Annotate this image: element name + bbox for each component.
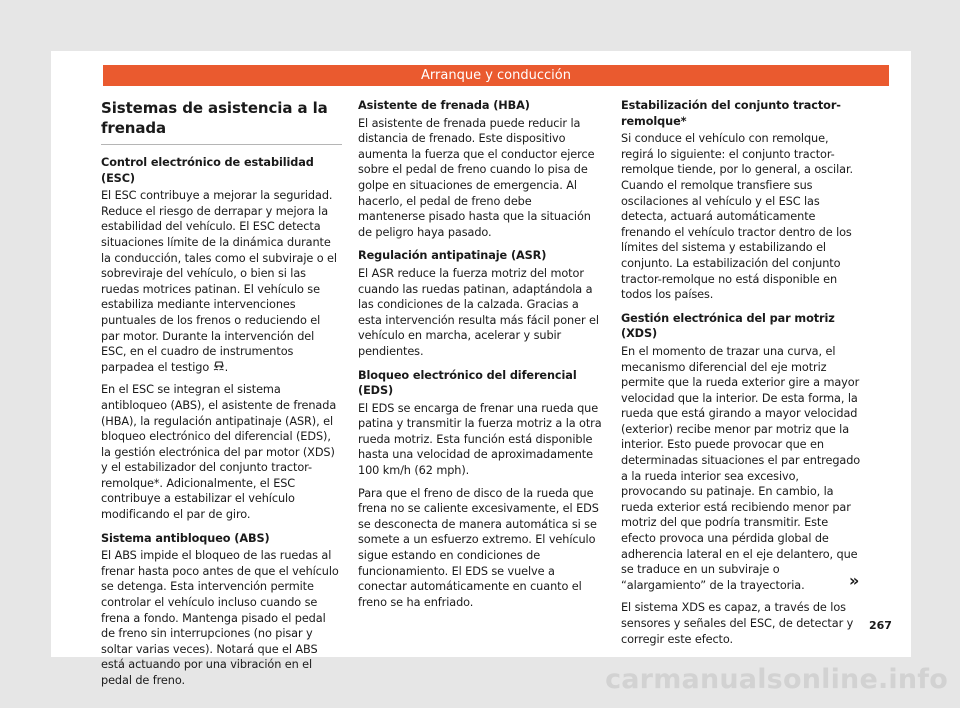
hba-paragraph-1: El asistente de frenada puede reducir la distancia de frenado. Este dispositivo aumenta la fuerza que el conductor ejerce sobre el pedal de freno cuando lo pisa de golpe en situaciones de emergencia. Al hacerlo, el pedal de freno debe mantenerse pisado hasta que la situación de peligro haya pasado. xyxy=(358,116,595,239)
column-right xyxy=(621,98,862,654)
section-title: Sistemas de asistencia a la frenada xyxy=(101,98,342,145)
esc-skid-warning-icon xyxy=(213,361,225,374)
eds-heading: Bloqueo electrónico del diferencial (EDS) xyxy=(358,368,577,398)
hba-heading: Asistente de frenada (HBA) xyxy=(358,99,530,112)
column-left xyxy=(101,98,342,696)
esc-heading: Control electrónico de estabilidad (ESC) xyxy=(101,156,314,185)
esc-paragraph-2: En el ESC se integran el sistema antibloqueo (ABS), el asistente de frenada (HBA), la regulación antipatinaje (ASR), el bloqueo electrónico del diferencial (EDS), la gestión electrónica del par motor (XDS) y el estabilizador del conjunto tractor-remolque*. Adicionalmente, el ESC contribuye a estabilizar el vehículo modificando el par de giro. xyxy=(101,383,337,522)
xds-paragraph-2: El sistema XDS es capaz, a través de los sensores y señales del ESC, de detectar y corregir este efecto. xyxy=(621,601,854,646)
page-number: 267 xyxy=(869,619,892,632)
xds-paragraph-1: En el momento de trazar una curva, el mecanismo diferencial del eje motriz permite que la rueda exterior gire a mayor velocidad que la interior. De esta forma, la rueda que está girando a mayor velocidad (exterior) recibe menor par motriz que la interior. Esto puede provocar que en determinadas situaciones el par entregado a la rueda interior sea excesivo, provocando su patinaje. En cambio, la rueda exterior está recibiendo menor par motriz del que podría transmitir. Este efecto provoca una pérdida global de adherencia lateral en el eje delantero, que se traduce en un subviraje o “alargamiento” de la trayectoria. xyxy=(621,344,861,592)
abs-heading: Sistema antibloqueo (ABS) xyxy=(101,531,270,545)
continue-arrow-icon: » xyxy=(849,571,860,590)
eds-paragraph-1: El EDS se encarga de frenar una rueda que patina y transmitir la fuerza motriz a la otra rueda motriz. Esta función está disponible hasta una velocidad de aproximadamente 100 km/h (62 mph). xyxy=(358,401,602,478)
watermark: carmanualsonline.info xyxy=(605,664,948,695)
abs-paragraph-1: El ABS impide el bloqueo de las ruedas al frenar hasta poco antes de que el vehículo se detenga. Esta intervención permite controlar el vehículo incluso cuando se frena a fondo. Mantenga pisado el pedal de freno sin interrupciones (no pisar y soltar varias veces). Notará que el ABS está actuando por una vibración en el pedal de freno. xyxy=(101,549,339,687)
esc-paragraph-1 xyxy=(101,188,342,375)
asr-heading: Regulación antipatinaje (ASR) xyxy=(358,249,547,263)
esc-paragraph-1-end: . xyxy=(224,360,229,374)
column-middle xyxy=(358,98,602,617)
trailer-stabilization-paragraph: Si conduce el vehículo con remolque, regirá lo siguiente: el conjunto tractor-remolque tiende, por lo general, a oscilar. Cuando el remolque transfiere sus oscilaciones al vehículo y el ESC las detecta, actuará automáticamente frenando el vehículo tractor dentro de los límites del sistema y estabilizando el conjunto. La estabilización del conjunto tractor-remolque no está disponible en todos los países. xyxy=(621,132,853,302)
eds-paragraph-2: Para que el freno de disco de la rueda que frena no se caliente excesivamente, el EDS se desconecta de manera automática si se somete a un esfuerzo extremo. El vehículo sigue estando en condiciones de funcionamiento. El EDS se vuelve a conectar automáticamente en cuanto el freno se ha enfriado. xyxy=(358,486,599,609)
asr-paragraph-1: El ASR reduce la fuerza motriz del motor cuando las ruedas patinan, adaptándola a las condiciones de la calzada. Gracias a esta intervención resulta más fácil poner el vehículo en marcha, acelerar y subir pendientes. xyxy=(358,266,599,358)
esc-paragraph-1-text: El ESC contribuye a mejorar la seguridad. Reduce el riesgo de derrapar y mejora la estabilidad del vehículo. El ESC detecta situaciones límite de la dinámica durante la conducción, tales como el subviraje o el sobreviraje del vehículo, o bien si las ruedas motrices patinan. El vehículo se estabiliza mediante intervenciones puntuales de los frenos o reduciendo el par motor. Durante la intervención del ESC, en el cuadro de instrumentos parpadea el testigo xyxy=(101,189,337,374)
chapter-header: Arranque y conducción xyxy=(103,65,889,86)
xds-heading: Gestión electrónica del par motriz (XDS) xyxy=(621,311,835,341)
trailer-stabilization-heading: Estabilización del conjunto tractor-remolque* xyxy=(621,99,841,128)
